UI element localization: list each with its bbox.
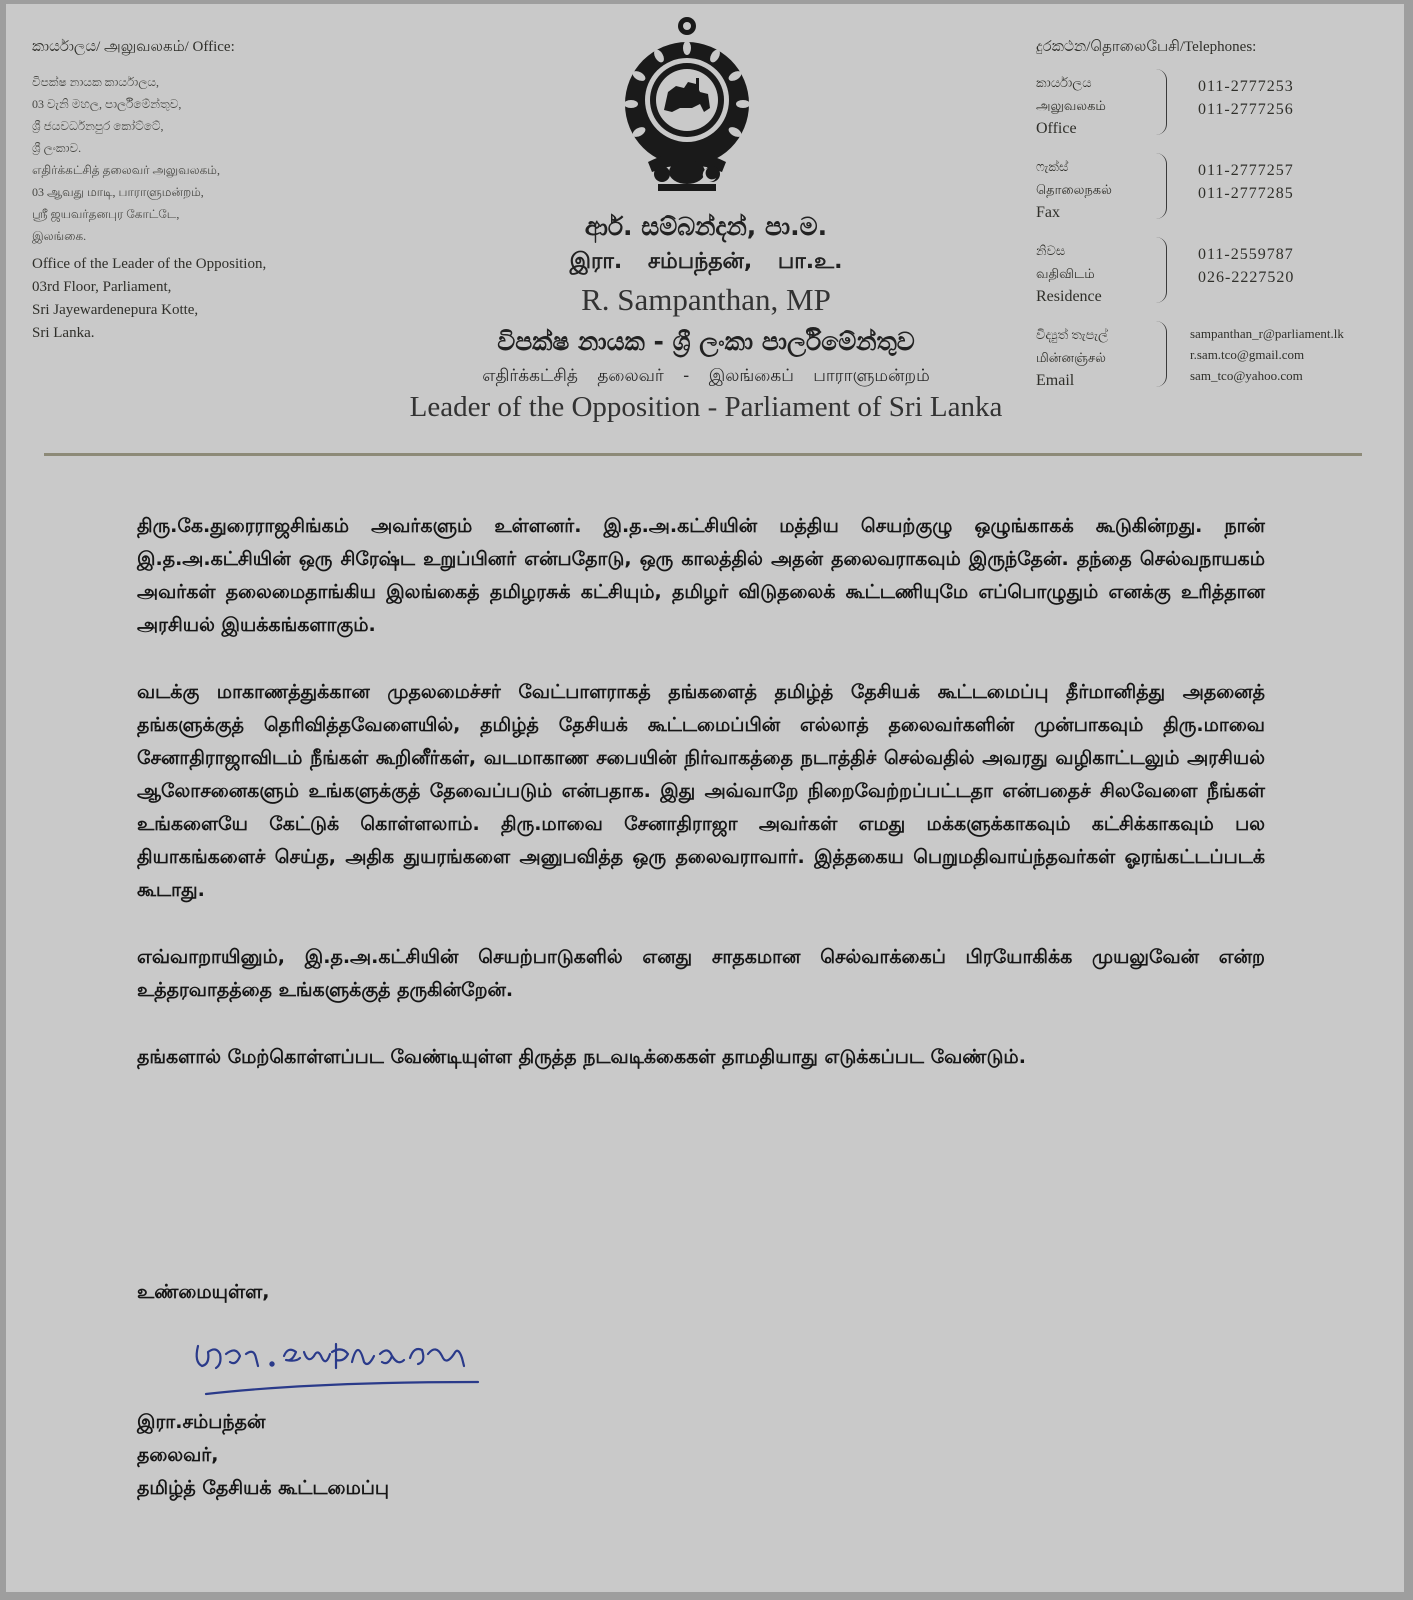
- address-si-line: විපක්ෂ නායක කාර්යාලය,: [32, 75, 159, 89]
- office-label: කාර්යාලය/ அலுவலகம்/ Office:: [32, 39, 235, 55]
- fax-label-ta: தொலைநகல்: [1036, 182, 1112, 197]
- title-english: Leader of the Opposition - Parliament of Sri Lanka: [409, 391, 1003, 423]
- name-english: R. Sampanthan, MP: [581, 282, 831, 317]
- email-group: [1036, 319, 1396, 391]
- fax-label-en: Fax: [1036, 204, 1060, 221]
- brace: [1156, 237, 1167, 303]
- address-en-line: Office of the Leader of the Opposition,: [32, 256, 267, 272]
- contact-block: [1036, 38, 1396, 403]
- title-tamil: எதிர்க்கட்சித் தலைவர் - இலங்கைப் பாராளுமன்றம்: [482, 366, 930, 386]
- address-en-line: 03rd Floor, Parliament,: [32, 279, 172, 295]
- signer-organisation: தமிழ்த் தேசியக் கூட்டமைப்பு: [137, 1477, 390, 1499]
- office-phone-group: [1036, 67, 1396, 139]
- office-phone-number: 011-2777253: [1198, 78, 1294, 95]
- office-phone-number: 011-2777256: [1198, 101, 1294, 118]
- handwritten-signature: [192, 1332, 512, 1412]
- sri-lanka-emblem-icon: [618, 12, 756, 196]
- email-label-ta: மின்னஞ்சல்: [1036, 350, 1106, 365]
- email-label-en: Email: [1036, 372, 1075, 389]
- signer-title: தலைவர்,: [137, 1444, 219, 1466]
- address-en-line: Sri Jayewardenepura Kotte,: [32, 302, 199, 318]
- body-paragraph: வடக்கு மாகாணத்துக்கான முதலமைச்சர் வேட்பாளராகத் தங்களைத் தமிழ்த் தேசியக் கூட்டமைப்பு தீர்மானித்து அதனைத் தங்களுக்குத் தெரிவித்தவேளையில், தமிழ்த் தேசியக் கூட்டமைப்பின் எல்லாத் தலைவர்களின் முன்பாகவும் திரு.மாவை சேனாதிராஜாவிடம் நீங்கள் கூறினீர்கள், வடமாகாண சபையின் நிர்வாகத்தை நடாத்திச் செல்வதில் அவரது வழிகாட்டலும் அரசியல் ஆலோசனைகளும் உங்களுக்குத் தேவைப்படும் என்பதாக. இது அவ்வாறே நிறைவேற்றப்பட்டதா என்பதைச் சிலவேளை நீங்கள் உங்களையே கேட்டுக் கொள்ளலாம். திரு.மாவை சேனாதிராஜா அவர்கள் எமது மக்களுக்காகவும் கட்சிக்காகவும் பல தியாகங்களைச் செய்த, அதிக துயரங்களை அனுபவித்த ஒரு தலைவராவார். இத்தகைய பெறுமதிவாய்ந்தவர்கள் ஓரங்கட்டப்படக் கூடாது.: [137, 681, 1265, 901]
- brace: [1156, 321, 1167, 387]
- address-ta-line: இலங்கை.: [32, 229, 87, 243]
- address-ta-line: 03 ஆவது மாடி, பாராளுமன்றம்,: [32, 185, 204, 199]
- office-label-ta: அலுவலகம்: [1036, 98, 1106, 113]
- fax-number: 011-2777257: [1198, 162, 1294, 179]
- body-paragraph: திரு.கே.துரைராஜசிங்கம் அவர்களும் உள்ளனர். இ.த.அ.கட்சியின் மத்திய செயற்குழு ஒழுங்காகக் கூடுகின்றது. நான் இ.த.அ.கட்சியின் ஒரு சிரேஷ்ட உறுப்பினர் என்பதோடு, ஒரு காலத்தில் அதன் தலைவராகவும் இருந்தேன். தந்தை செல்வநாயகம் அவர்கள் தலைமைதாங்கிய இலங்கைத் தமிழரசுக் கட்சியும், தமிழர் விடுதலைக் கூட்டணியுமே எப்பொழுதும் எனக்கு உரித்தான அரசியல் இயக்கங்களாகும்.: [137, 515, 1265, 636]
- office-label-en: Office: [1036, 120, 1077, 137]
- letter-body: [137, 510, 1265, 1108]
- name-tamil: இரா. சம்பந்தன், பா.உ.: [569, 249, 843, 274]
- email-address: sam_tco@yahoo.com: [1190, 368, 1303, 383]
- brace: [1156, 153, 1167, 219]
- body-paragraph: தங்களால் மேற்கொள்ளப்பட வேண்டியுள்ள திருத்த நடவடிக்கைகள் தாமதியாது எடுக்கப்பட வேண்டும்.: [137, 1046, 1026, 1068]
- address-si-line: ශ්‍රී ජයවර්ධනපුර කෝට්ටේ,: [32, 119, 164, 133]
- residence-phone-number: 011-2559787: [1198, 246, 1294, 263]
- fax-number: 011-2777285: [1198, 185, 1294, 202]
- title-sinhala: විපක්ෂ නායක - ශ්‍රී ලංකා පාර්ලිමේන්තුව: [497, 327, 915, 356]
- signer-name: இரா.சம்பந்தன்: [137, 1411, 266, 1433]
- letterhead-title-block: [336, 210, 1076, 424]
- letter-page: [6, 4, 1404, 1592]
- office-label-si: කාර්යාලය: [1036, 75, 1092, 90]
- email-address: r.sam.tco@gmail.com: [1190, 347, 1305, 362]
- fax-group: [1036, 151, 1396, 223]
- address-si-line: ශ්‍රී ලංකාව.: [32, 141, 82, 155]
- address-ta-line: ஸ்ரீ ஜயவர்தனபுர கோட்டே,: [32, 207, 180, 221]
- email-address: sampanthan_r@parliament.lk: [1190, 326, 1344, 341]
- body-paragraph: எவ்வாறாயினும், இ.த.அ.கட்சியின் செயற்பாடுகளில் எனது சாதகமான செல்வாக்கைப் பிரயோகிக்க முயலுவேன் என்ற உத்தரவாதத்தை உங்களுக்குத் தருகின்றேன்.: [137, 946, 1265, 1001]
- address-en-line: Sri Lanka.: [32, 325, 95, 341]
- residence-label-ta: வதிவிடம்: [1036, 266, 1095, 281]
- telephones-label: දුරකථන/தொலைபேசி/Telephones:: [1036, 39, 1257, 55]
- residence-phone-number: 026-2227520: [1198, 269, 1295, 286]
- address-ta-line: எதிர்க்கட்சித் தலைவர் அலுவலகம்,: [32, 163, 220, 177]
- name-sinhala: ආර්. සම්බන්දන්, පා.ම.: [584, 212, 828, 241]
- closing-salutation: உண்மையுள்ள,: [137, 1281, 270, 1303]
- residence-phone-group: [1036, 235, 1396, 307]
- signer-block: [137, 1406, 389, 1505]
- residence-label-si: නිවස: [1036, 243, 1066, 258]
- fax-label-si: ෆැක්ස්: [1036, 159, 1069, 174]
- email-label-si: විද්‍යුත් තැපැල්: [1036, 327, 1108, 342]
- address-si-line: 03 වැනි මහල, පාර්ලිමේන්තුව,: [32, 97, 182, 111]
- residence-label-en: Residence: [1036, 288, 1102, 305]
- brace: [1156, 69, 1167, 135]
- letterhead-divider: [44, 453, 1362, 456]
